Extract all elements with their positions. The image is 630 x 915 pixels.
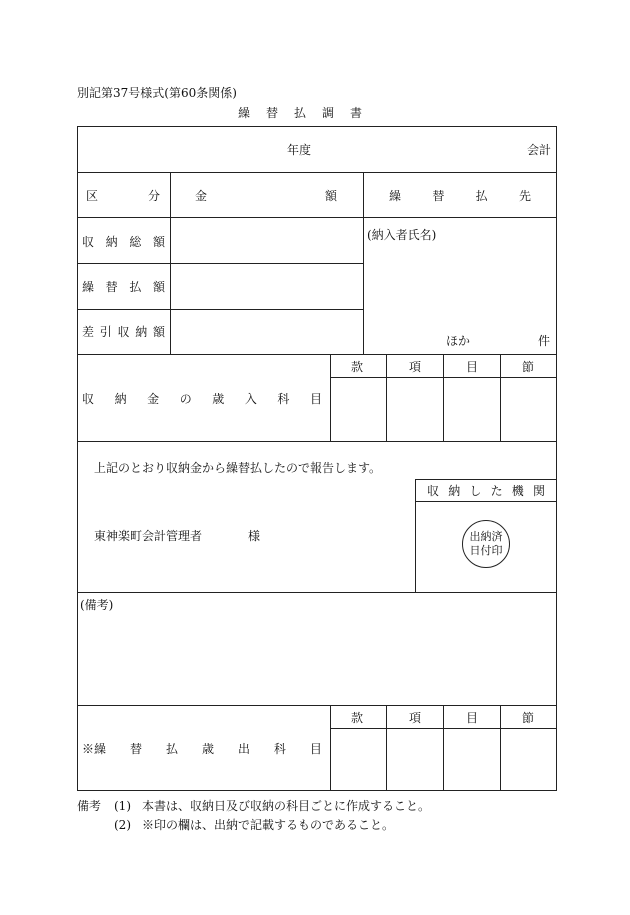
setsu-header: 節 (522, 360, 535, 374)
kou-header: 項 (409, 360, 422, 374)
net-receipts-label: 差 引 収 納 額 (82, 325, 165, 339)
note-1-text: 本書は、収納日及び収納の科目ごとに作成すること。 (142, 799, 431, 813)
rule (415, 501, 557, 502)
stamp-line-1: 出納済 (469, 530, 503, 543)
kubun-header: 区 分 (86, 189, 160, 203)
fiscal-year-label: 年度 (287, 143, 312, 157)
rule (77, 172, 557, 173)
notes-label: 備考 (77, 799, 102, 813)
kingaku-header: 金 額 (195, 189, 337, 203)
total-receipts-label: 収 納 総 額 (82, 235, 165, 249)
kou-header-2: 項 (409, 711, 422, 725)
rule (415, 479, 416, 592)
rule (443, 705, 444, 791)
report-statement: 上記のとおり収納金から繰替払したので報告します。 (94, 461, 382, 475)
kan-header-2: 款 (351, 711, 364, 725)
rule (500, 354, 501, 441)
receiving-institution-header: 収 納 し た 機 関 (427, 484, 545, 498)
rule (77, 263, 363, 264)
rule (77, 354, 557, 355)
rule (77, 592, 557, 593)
rule (363, 172, 364, 354)
note-1-number: (1) (114, 799, 131, 813)
account-label: 会計 (527, 143, 552, 157)
rule (170, 172, 171, 354)
rule (77, 705, 557, 706)
rule (330, 354, 331, 441)
count-unit-label: 件 (538, 334, 551, 348)
revenue-subject-label: 収 納 金 の 歳 入 科 目 (82, 392, 322, 406)
payer-name-label: (納入者氏名) (367, 228, 437, 242)
rule (500, 705, 501, 791)
note-2-text: ※印の欄は、出納で記載するものであること。 (142, 818, 395, 832)
kan-header: 款 (351, 360, 364, 374)
moku-header: 目 (466, 360, 479, 374)
stamp-line-2: 日付印 (469, 544, 503, 557)
payee-header: 繰 替 払 先 (389, 189, 531, 203)
others-label: ほか (446, 334, 471, 348)
form-frame (77, 126, 557, 791)
recipient-name: 東神楽町会計管理者 (94, 529, 203, 543)
document-title: 繰 替 払 調 書 (238, 106, 365, 120)
honorific: 様 (248, 529, 261, 543)
date-stamp-circle (462, 520, 510, 568)
remarks-box-label: (備考) (80, 598, 114, 612)
rule (77, 217, 557, 218)
form-number: 別記第37号様式(第60条関係) (77, 86, 237, 100)
rule (386, 705, 387, 791)
rule (415, 479, 557, 480)
rule (330, 705, 331, 791)
expense-subject-label: ※繰 替 払 歳 出 科 目 (82, 742, 322, 756)
moku-header-2: 目 (466, 711, 479, 725)
rule (443, 354, 444, 441)
rule (77, 309, 363, 310)
rule (77, 441, 557, 442)
substitute-payment-amount-label: 繰 替 払 額 (82, 280, 165, 294)
setsu-header-2: 節 (522, 711, 535, 725)
note-2-number: (2) (114, 818, 131, 832)
rule (386, 354, 387, 441)
